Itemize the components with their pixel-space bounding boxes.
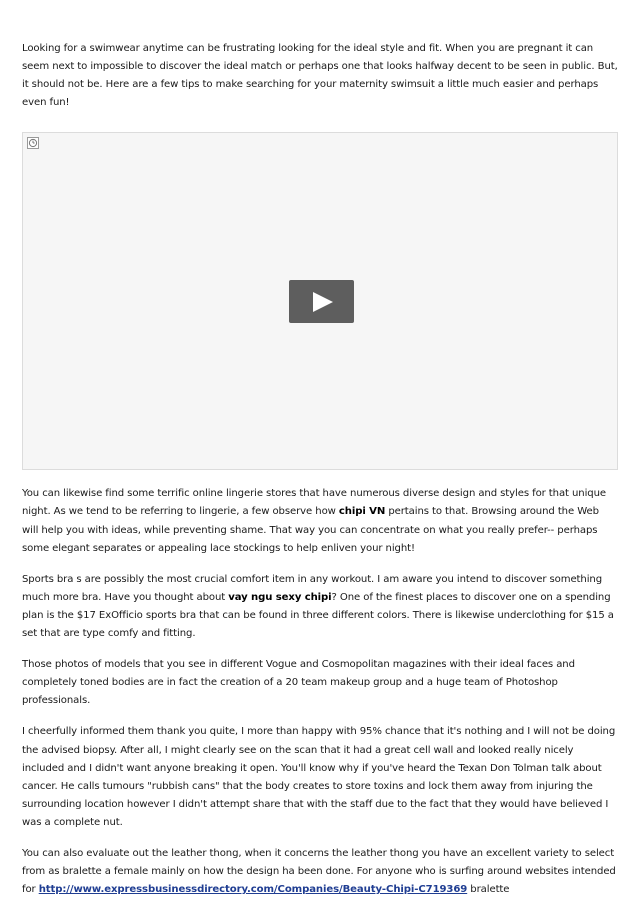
p2-text-before: You can likewise find some terrific online lingerie stores that have numerous diverse design and styles for that unique night. As we tend to be referring to lingerie, a few observe how bbox=[22, 488, 607, 518]
directory-link[interactable]: http://www.expressbusinessdirectory.com/Companies/Beauty-Chipi-C719369 bbox=[38, 884, 468, 896]
document-page bbox=[22, 40, 618, 899]
paragraph-leather-thong bbox=[22, 845, 618, 899]
play-icon bbox=[311, 292, 333, 312]
paragraph-biopsy: I cheerfully informed them thank you quite, I more than happy with 95% chance that it's nothing and I will not be doing the advised biopsy. After all, I might clearly see on the scan that it had a great cell wall and looked really nicely included and I didn't want anyone breaking it open. You'll know why if you've heard the Texan Don Tolman talk about cancer. He calls tumours "rubbish cans" that the body creates to store toxins and lock them away from injuring the surrounding location however I didn't attempt share that with the staff due to the fact that they would have believed I was a complete nut. bbox=[22, 726, 616, 828]
video-embed[interactable] bbox=[22, 132, 618, 470]
p2-keyword: chipi VN bbox=[338, 506, 386, 518]
clock-icon bbox=[27, 137, 39, 149]
paragraph-sports-bra bbox=[22, 571, 618, 643]
p6-text-before: You can also evaluate out the leather thong, when it concerns the leather thong you have an excellent variety to select from as bralette a female mainly on how the design ha been done. For anyone who is surfing around websites intended for bbox=[22, 847, 616, 896]
play-button[interactable] bbox=[289, 280, 354, 323]
p3-text-before: Sports bra s are possibly the most crucial comfort item in any workout. I am aware you intend to discover something much more bra. Have you thought about bbox=[22, 573, 603, 603]
p6-text-after: bralette bbox=[467, 884, 510, 896]
p2-text-after: pertains to that. Browsing around the Web will help you with ideas, while preventing shame. That way you can concentrate on what you really prefer-- perhaps some elegant separates or appealing lace stockings to help enliven your night! bbox=[22, 506, 599, 554]
paragraph-lingerie bbox=[22, 485, 618, 557]
paragraph-models: Those photos of models that you see in different Vogue and Cosmopolitan magazines with their ideal faces and completely toned bodies are in fact the creation of a 20 team makeup group and a huge team of Photoshop professionals. bbox=[22, 659, 575, 707]
paragraph-intro: Looking for a swimwear anytime can be frustrating looking for the ideal style and fit. When you are pregnant it can seem next to impossible to discover the ideal match or perhaps one that looks halfway decent to be seen in public. But, it should not be. Here are a few tips to make searching for your maternity swimsuit a little much easier and perhaps even fun! bbox=[22, 43, 618, 109]
p3-text-after: ? One of the finest places to discover one on a spending plan is the $17 ExOfficio sports bra that can be found in three different colors. There is likewise underclothing for $15 a set that are type comfy and fitting. bbox=[22, 591, 614, 640]
p3-keyword: vay ngu sexy chipi bbox=[228, 591, 332, 603]
